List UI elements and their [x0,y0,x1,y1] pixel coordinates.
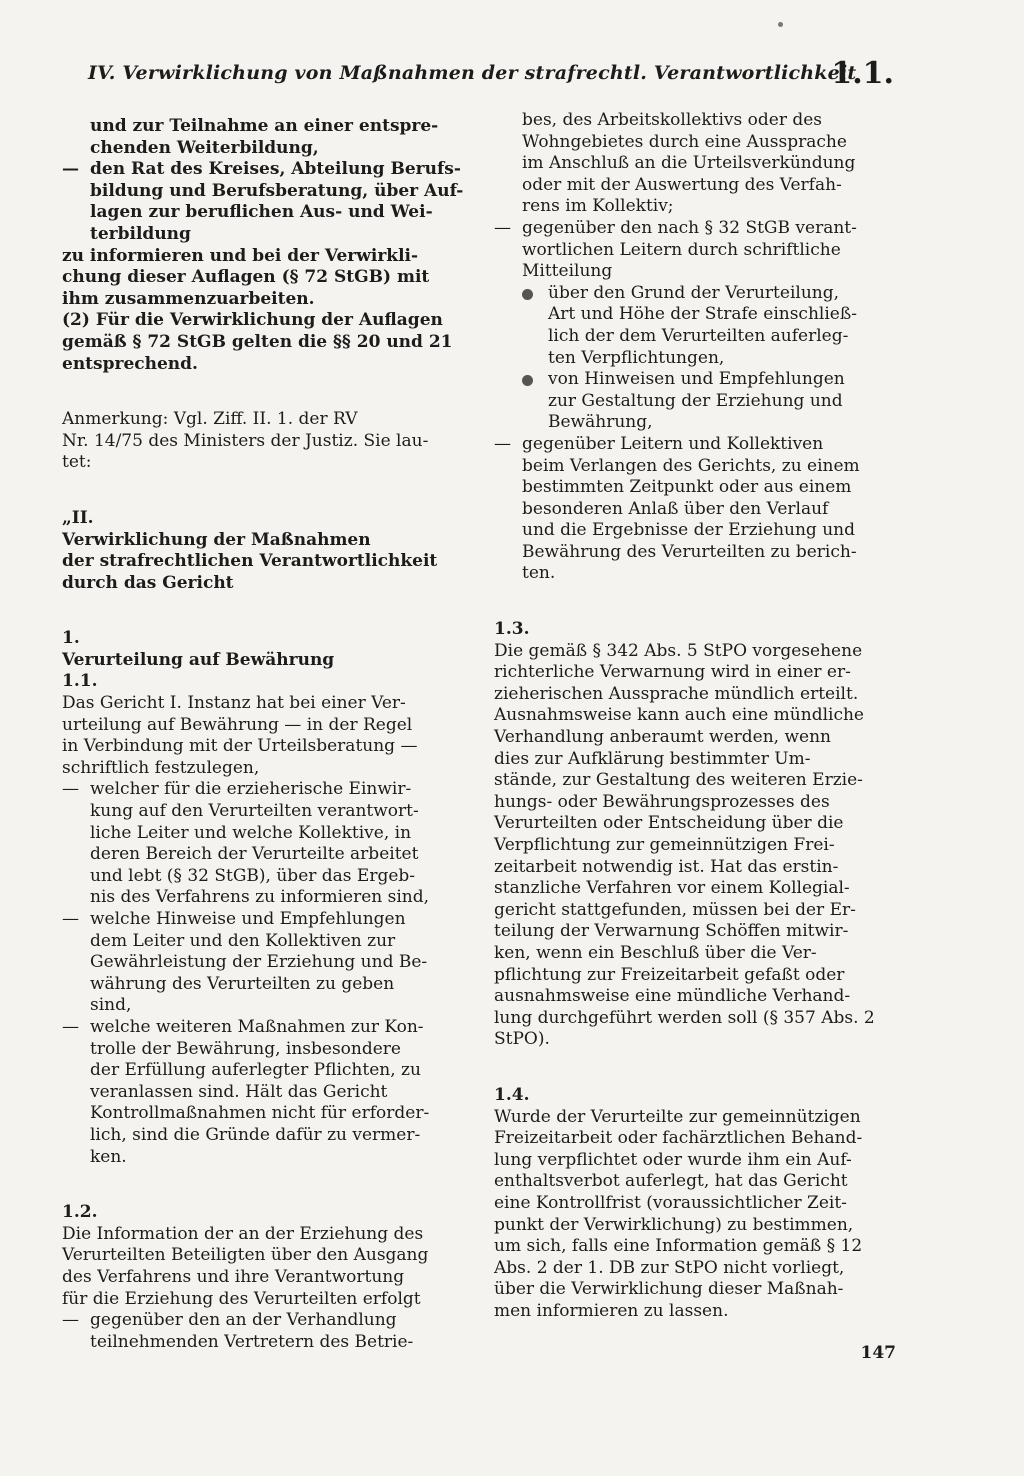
text-line: welche Hinweise und Empfehlungen [90,909,406,929]
section-1-number: 1. [62,628,80,649]
text-line: besonderen Anlaß über den Verlauf [522,498,829,519]
text-line: kung auf den Verurteilten verantwort- [90,801,419,822]
text-line: entsprechend. [62,353,198,374]
text-line: Art und Höhe der Strafe einschließ- [548,304,857,325]
dash-marker: — [494,217,511,238]
text-line: pflichtung zur Freizeitarbeit gefaßt oder [494,964,845,985]
after-dash-text [62,246,464,311]
text-line: gegenüber den an der Verhandlung [90,1310,397,1331]
dash-marker: — [62,909,79,929]
dash-item [62,1310,464,1353]
text-line: deren Bereich der Verurteilte arbeitet [90,844,419,865]
section-1-3-text [494,641,894,1051]
text-line: Anmerkung: Vgl. Ziff. II. 1. der RV [62,409,358,430]
text-line: lich, sind die Gründe dafür zu vermer- [90,1124,421,1145]
text-line: zur Gestaltung der Erziehung und [548,390,843,411]
text-line: bildung und Berufsberatung, über Auf- [90,180,464,201]
text-line: lung verpflichtet oder wurde ihm ein Auf- [494,1149,852,1170]
text-line: und die Ergebnisse der Erziehung und [522,520,856,541]
bullet-item [494,283,894,369]
text-line: rens im Kollektiv; [522,196,674,217]
text-line: gemäß § 72 StGB gelten die §§ 20 und 21 [62,331,453,352]
intro-text [62,116,464,159]
text-line: oder mit der Auswertung des Verfah- [522,174,842,195]
text-line: lagen zur beruflichen Aus- und Wei- [90,202,433,223]
text-line: (2) Für die Verwirklichung der Auflagen [62,310,443,331]
text-line: Verhandlung anberaumt werden, wenn [494,727,831,748]
text-line: Gewährleistung der Erziehung und Be- [90,952,428,973]
text-line: men informieren zu lassen. [494,1300,729,1321]
text-line: dies zur Aufklärung bestimmter Um- [494,748,811,769]
dash-item [62,779,464,909]
text-line: währung des Verurteilten zu geben [90,973,395,994]
text-line: „II. [62,507,94,528]
paragraph-2 [62,310,464,375]
section-1-4-text [494,1107,894,1323]
section-1-1-text [62,693,464,779]
anmerkung [62,409,464,474]
text-line: ten. [522,563,556,584]
text-line: stände, zur Gestaltung des weiteren Erzie- [494,770,863,791]
text-line: und zur Teilnahme an einer entspre- [90,116,439,136]
page-header [88,56,894,96]
text-line: gericht stattgefunden, müssen bei der Er- [494,899,856,920]
text-line: dem Leiter und den Kollektiven zur [90,930,396,951]
text-line: hungs- oder Bewährungsprozesses des [494,791,830,812]
dash-item-rat [62,159,464,245]
dash-item-leitern [494,218,894,283]
text-line: Bewährung, [548,412,653,433]
text-line: ten Verpflichtungen, [548,347,725,368]
text-line: Wurde der Verurteilte zur gemeinnützigen [494,1106,861,1127]
text-line: trolle der Bewährung, insbesondere [90,1038,401,1059]
text-line: der Erfüllung auferlegter Pflichten, zu [90,1060,421,1081]
text-line: Nr. 14/75 des Ministers der Justiz. Sie lau- [62,430,429,451]
text-line: nis des Verfahrens zu informieren sind, [90,887,430,908]
text-line: bestimmten Zeitpunkt oder aus einem [522,477,852,498]
text-line: gegenüber Leitern und Kollektiven [522,433,824,454]
text-line: über die Verwirklichung dieser Maßnah- [494,1279,844,1300]
text-line: zeitarbeit notwendig ist. Hat das erstin- [494,856,839,877]
text-line: gegenüber den nach § 32 StGB verant- [522,217,857,238]
text-line: ken, wenn ein Beschluß über die Ver- [494,942,817,963]
section-1-title: Verurteilung auf Bewährung [62,649,335,670]
page-number: 147 [860,1343,896,1363]
text-line: lung durchgeführt werden soll (§ 357 Abs. 2 [494,1007,875,1028]
text-line: beim Verlangen des Gerichts, zu einem [522,455,860,476]
section-1-3-number: 1.3. [494,619,530,640]
text-line: Bewährung des Verurteilten zu berich- [522,541,857,562]
quote-heading [62,508,464,594]
dash-marker: — [62,779,79,800]
text-line: Die Information der an der Erziehung des [62,1223,424,1244]
text-line: punkt der Verwirklichung) zu bestimmen, [494,1214,854,1235]
text-line: chenden Weiterbildung, [90,137,319,158]
running-title: IV. Verwirklichung von Maßnahmen der strafrechtl. Verantwortlichkeit [88,62,857,84]
section-number: 1.1. [831,56,894,91]
text-line: Das Gericht I. Instanz hat bei einer Ver- [62,693,406,714]
text-line: bes, des Arbeitskollektivs oder des [522,110,823,130]
text-line: welcher für die erzieherische Einwir- [90,779,412,800]
text-line: Kontrollmaßnahmen nicht für erforder- [90,1103,430,1124]
dash-item-kollektiven [494,434,894,585]
right-column [494,110,894,1322]
text-line: der strafrechtlichen Verantwortlichkeit [62,551,438,572]
text-line: liche Leiter und welche Kollektive, in [90,822,412,843]
text-line: veranlassen sind. Hält das Gericht [90,1081,388,1102]
text-line: Verurteilten Beteiligten über den Ausgang [62,1245,429,1266]
text-line: lich der dem Verurteilten auferleg- [548,325,849,346]
text-line: Verwirklichung der Maßnahmen [62,529,371,550]
section-1-1-number: 1.1. [62,671,98,692]
text-line: des Verfahrens und ihre Verantwortung [62,1266,405,1287]
text-line: den Rat des Kreises, Abteilung Berufs- [90,159,461,180]
text-line: Wohngebietes durch eine Aussprache [522,131,847,152]
text-line: teilung der Verwarnung Schöffen mitwir- [494,921,849,942]
text-line: stanzliche Verfahren vor einem Kollegial- [494,878,850,899]
text-line: um sich, falls eine Information gemäß § 12 [494,1236,863,1257]
bullet-item [494,369,894,434]
dash-item [62,909,464,1017]
text-line: Verurteilten oder Entscheidung über die [494,813,844,834]
text-line: teilnehmenden Vertretern des Betrie- [90,1331,414,1352]
text-line: und lebt (§ 32 StGB), über das Ergeb- [90,865,416,886]
text-line: Mitteilung [522,261,613,282]
text-line: StPO). [494,1029,550,1050]
text-line: schriftlich festzulegen, [62,757,260,778]
text-line: sind, [90,995,132,1016]
text-line: Verpflichtung zur gemeinnützigen Frei- [494,835,835,855]
dash-item [62,1017,464,1168]
text-line: wortlichen Leitern durch schriftliche [522,239,841,260]
left-column [62,116,464,1353]
text-line: chung dieser Auflagen (§ 72 StGB) mit [62,267,430,288]
text-line: im Anschluß an die Urteilsverkündung [522,153,856,174]
text-line: terbildung [90,223,191,244]
dash-marker: — [494,433,511,454]
section-1-2-number: 1.2. [62,1202,98,1223]
text-line: Freizeitarbeit oder fachärztlichen Behand- [494,1128,863,1149]
bullet-dot-icon [522,289,533,300]
text-line: Ausnahmsweise kann auch eine mündliche [494,705,864,726]
text-line: urteilung auf Bewährung — in der Regel [62,714,413,735]
text-line: eine Kontrollfrist (voraussichtlicher Zeit- [494,1192,847,1213]
text-line: enthaltsverbot auferlegt, hat das Gericht [494,1171,848,1192]
text-line: zieherischen Aussprache mündlich erteilt. [494,683,859,704]
text-line: durch das Gericht [62,572,234,593]
text-line: welche weiteren Maßnahmen zur Kon- [90,1016,424,1037]
section-1-4-number: 1.4. [494,1084,530,1105]
text-line: von Hinweisen und Empfehlungen [548,369,845,390]
text-line: in Verbindung mit der Urteilsberatung — [62,736,418,757]
text-line: Abs. 2 der 1. DB zur StPO nicht vorliegt, [494,1257,845,1278]
text-line: für die Erziehung des Verurteilten erfolgt [62,1288,421,1309]
text-line: ihm zusammenzuarbeiten. [62,288,315,309]
dash-marker: — [62,159,79,180]
section-1-2-text [62,1224,464,1310]
text-line: Die gemäß § 342 Abs. 5 StPO vorgesehene [494,640,863,661]
text-line: ausnahmsweise eine mündliche Verhand- [494,986,851,1007]
text-line: zu informieren und bei der Verwirkli- [62,245,419,266]
text-line: über den Grund der Verurteilung, [548,282,840,303]
dash-marker: — [62,1016,79,1037]
bullet-dot-icon [522,375,533,386]
dash-marker: — [62,1310,79,1331]
text-line: tet: [62,452,92,473]
text-line: ken. [90,1146,127,1167]
text-line: richterliche Verwarnung wird in einer er- [494,662,851,683]
continuation-text [494,110,894,218]
print-speck [778,22,783,27]
